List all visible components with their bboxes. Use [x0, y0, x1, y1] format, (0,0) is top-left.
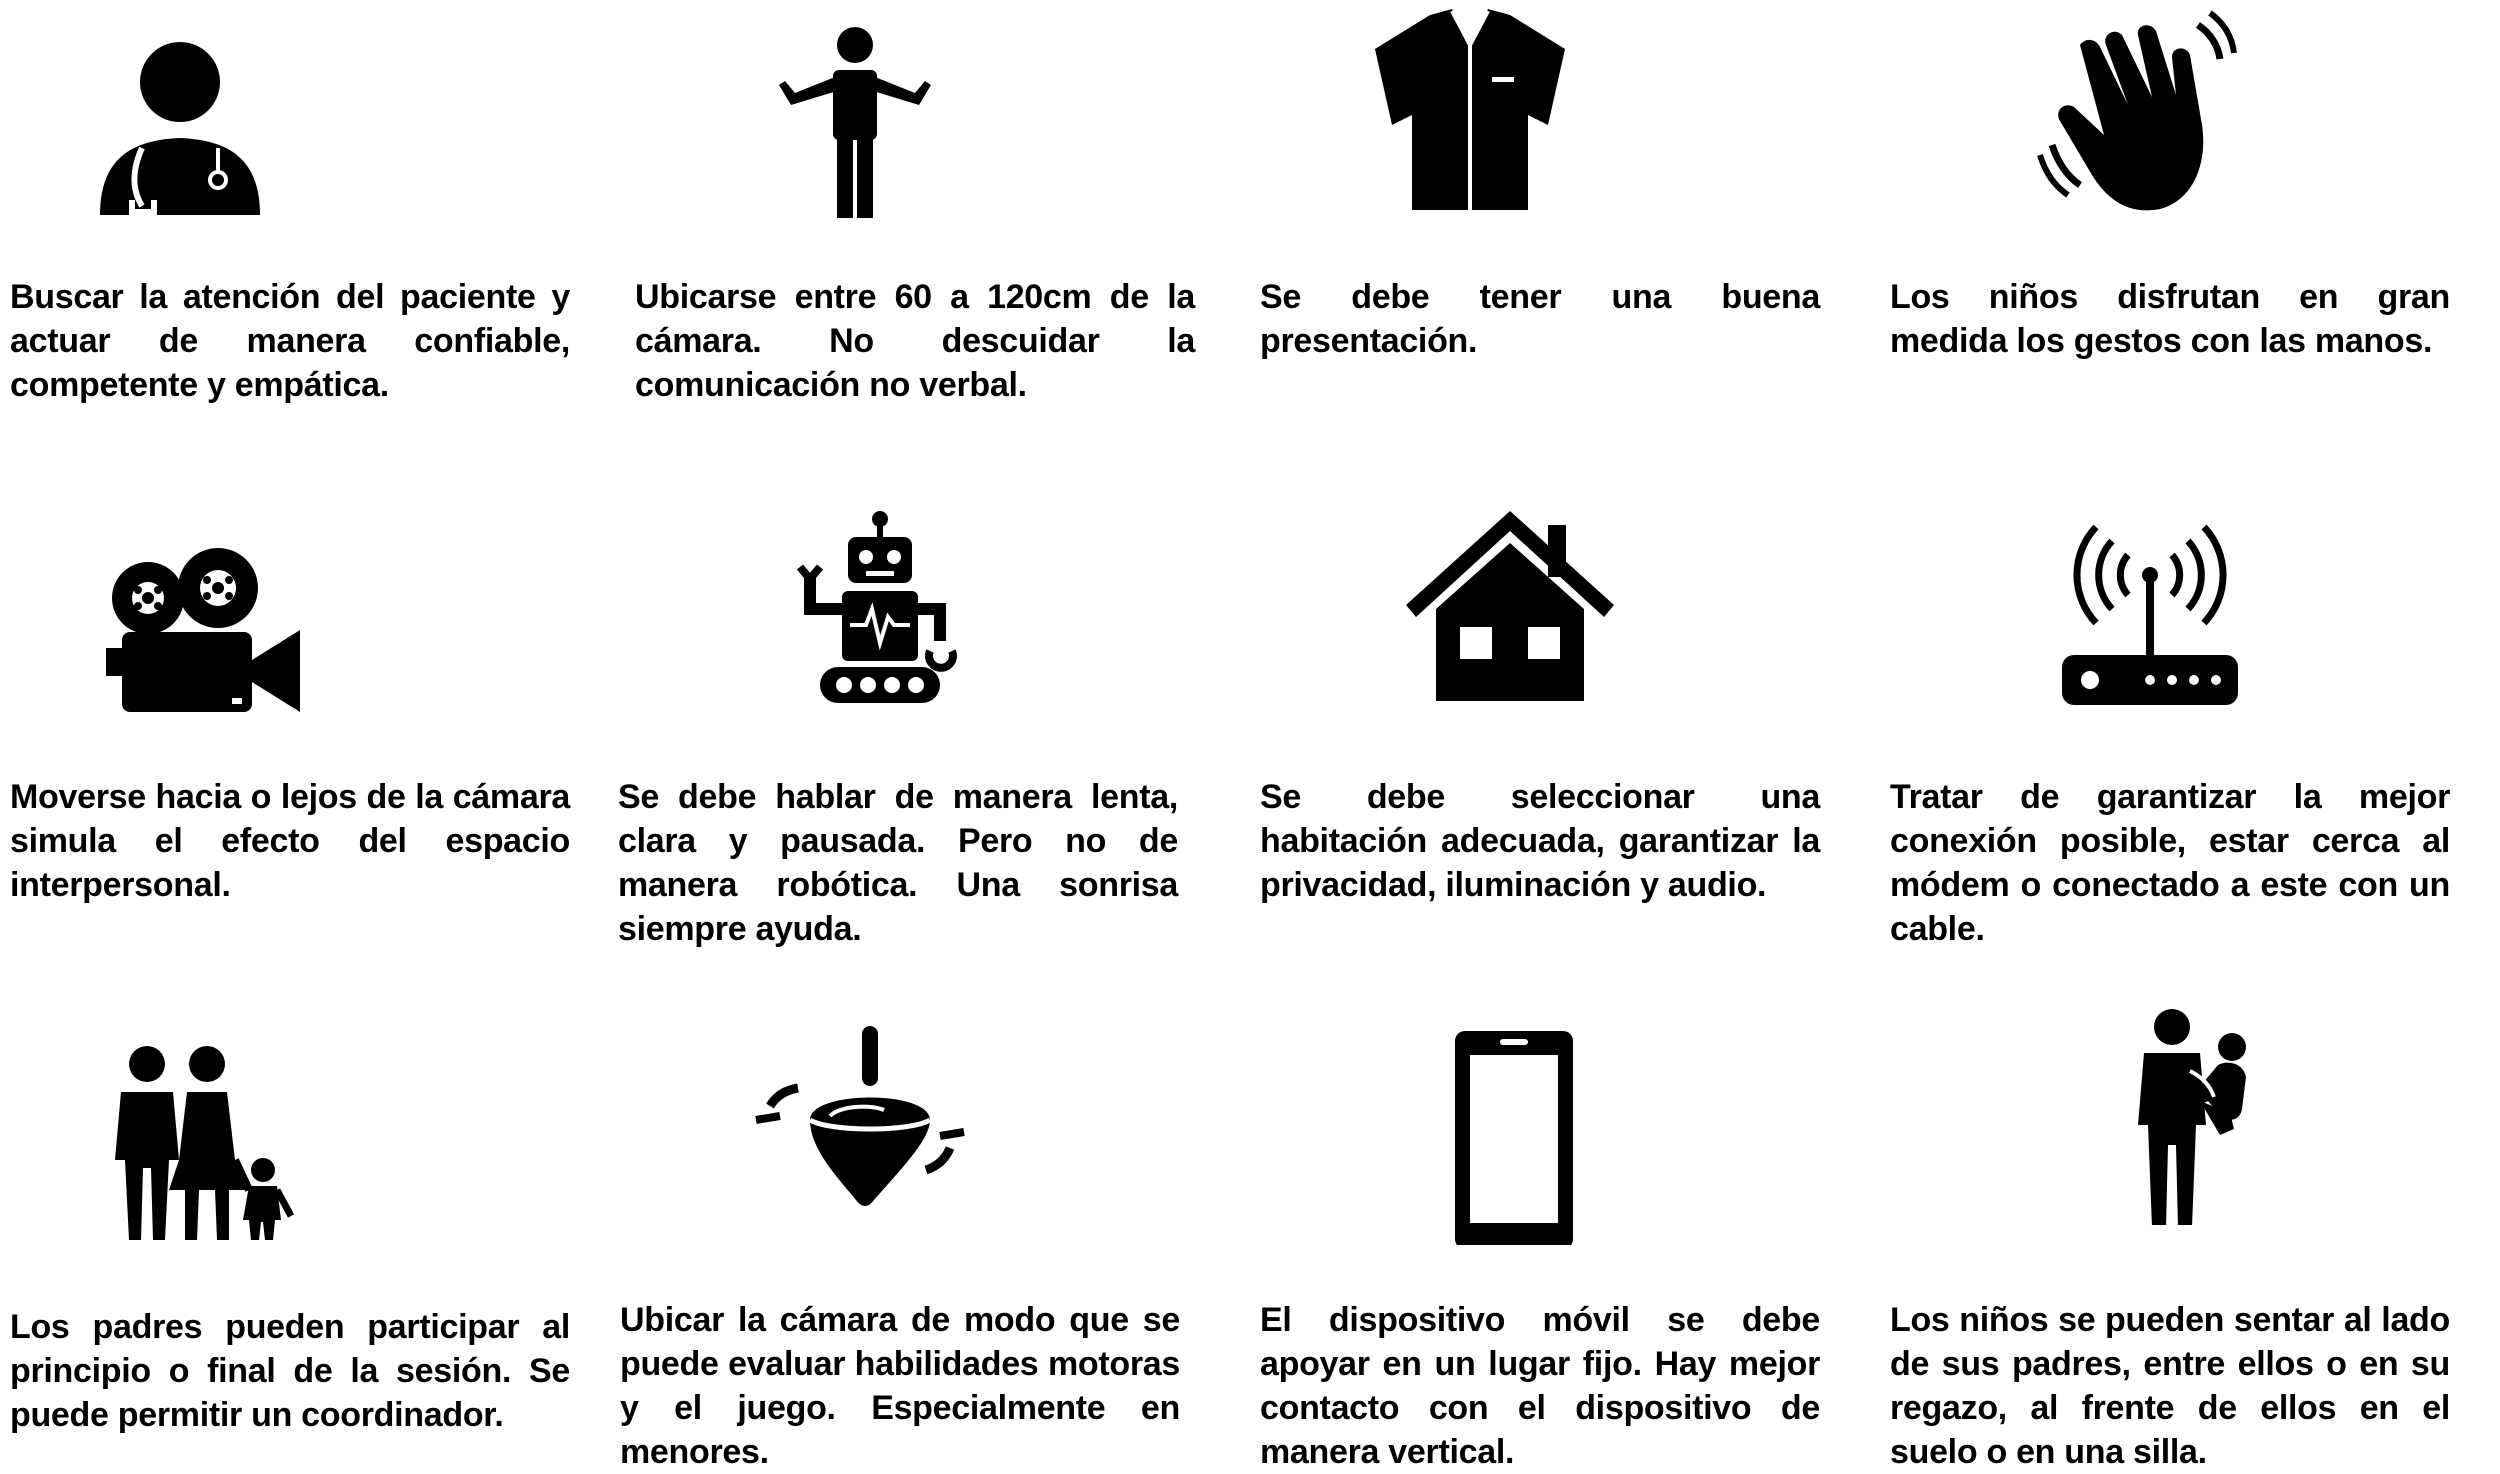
house-icon: [1400, 505, 1620, 725]
family-icon: [95, 1040, 315, 1260]
tip-caption-1: Buscar la atención del paciente y actuar de manera confiable, competente y empática.: [10, 278, 570, 404]
tip-caption-3: Se debe tener una buena presentación.: [1260, 278, 1820, 360]
spinning-top-icon: [750, 1020, 970, 1240]
tip-caption-4: Los niños disfrutan en gran medida los gestos con las manos.: [1890, 278, 2450, 360]
doctor-stethoscope-icon: [70, 30, 290, 250]
tip-caption-6: Se debe hablar de manera lenta, clara y pausada. Pero no de manera robótica. Una sonrisa siempre ayuda.: [618, 778, 1178, 948]
smartphone-icon: [1400, 1025, 1620, 1245]
tip-caption-7: Se debe seleccionar una habitación adecuada, garantizar la privacidad, iluminación y audio.: [1260, 778, 1820, 904]
tip-caption-8: Tratar de garantizar la mejor conexión posible, estar cerca al módem o conectado a este con un cable.: [1890, 778, 2450, 948]
tip-caption-10: Ubicar la cámara de modo que se puede evaluar habilidades motoras y el juego. Especialmente en menores.: [620, 1301, 1180, 1471]
person-shrugging-icon: [745, 15, 965, 235]
shirt-icon: [1360, 5, 1580, 225]
robot-icon: [770, 505, 990, 725]
tip-caption-5: Moverse hacia o lejos de la cámara simula el efecto del espacio interpersonal.: [10, 778, 570, 904]
tip-caption-9: Los padres pueden participar al principio o final de la sesión. Se puede permitir un coordinador.: [10, 1308, 570, 1434]
tip-caption-2: Ubicarse entre 60 a 120cm de la cámara. No descuidar la comunicación no verbal.: [635, 278, 1195, 404]
tip-caption-12: Los niños se pueden sentar al lado de sus padres, entre ellos o en su regazo, al frente de ellos en el suelo o en una silla.: [1890, 1301, 2450, 1471]
tip-caption-11: El dispositivo móvil se debe apoyar en un lugar fijo. Hay mejor contacto con el dispositivo de manera vertical.: [1260, 1301, 1820, 1471]
video-camera-icon: [100, 520, 320, 740]
parent-holding-child-icon: [2080, 1005, 2300, 1225]
waving-hand-icon: [2020, 5, 2240, 225]
wifi-router-icon: [2040, 515, 2260, 735]
